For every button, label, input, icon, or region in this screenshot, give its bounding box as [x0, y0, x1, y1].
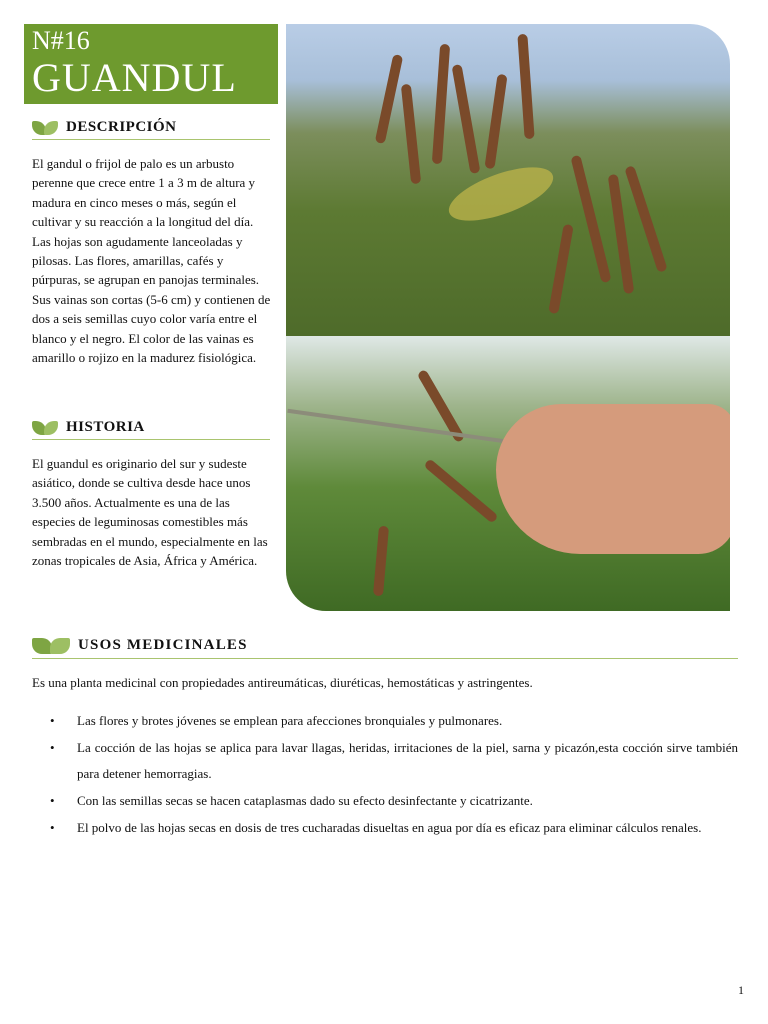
- bullet: •: [50, 740, 55, 755]
- list-item: [32, 735, 738, 787]
- descripcion-heading: [32, 119, 177, 136]
- descripcion-heading-label: DESCRIPCIÓN: [66, 119, 177, 135]
- leaf-icon: [32, 638, 70, 654]
- page-title: GUANDUL: [32, 55, 237, 100]
- uses-list: [32, 708, 738, 842]
- pigeon-pea-plant-photo: [286, 24, 730, 336]
- list-item: [32, 708, 738, 734]
- list-item-text: La cocción de las hojas se aplica para lavar llagas, heridas, irritaciones de la piel, sarna y picazón,esta cocción sirve también para detener hemorragias.: [77, 740, 738, 781]
- hand-image: [496, 404, 730, 554]
- historia-rule: [32, 439, 270, 440]
- usos-heading-label: USOS MEDICINALES: [78, 637, 248, 653]
- leaf-icon: [32, 121, 58, 135]
- list-item-text: Con las semillas secas se hacen cataplasmas dado su efecto desinfectante y cicatrizante.: [77, 793, 533, 808]
- page-number: 1: [738, 983, 744, 997]
- leaf-icon: [32, 421, 58, 435]
- species-number: N#16: [32, 26, 90, 55]
- list-item-text: El polvo de las hojas secas en dosis de tres cucharadas disueltas en agua por día es eficaz para eliminar cálculos renales.: [77, 820, 702, 835]
- list-item: [32, 788, 738, 814]
- title-block: [24, 24, 278, 104]
- historia-text: El guandul es originario del sur y sudeste asiático, donde se cultiva desde hace unos 3.500 años. Actualmente es una de las especies de leguminosas comestibles más sembradas en el mundo, especialmente en las zonas tropicales de Asia, África y América.: [32, 456, 268, 569]
- historia-heading-label: HISTORIA: [66, 419, 145, 435]
- plant-photos: [286, 24, 730, 611]
- list-item-text: Las flores y brotes jóvenes se emplean para afecciones bronquiales y pulmonares.: [77, 713, 503, 728]
- usos-rule: [32, 658, 738, 659]
- descripcion-text: El gandul o frijol de palo es un arbusto perenne que crece entre 1 a 3 m de altura y madura en cinco meses o más, según el cultivar y su reacción a la longitud del día. Las hojas son agudamente lanceoladas y pilosas. Las flores, amarillas, cafés y púrpuras, se agrupan en panojas terminales. Sus vainas son cortas (5-6 cm) y contienen de dos a seis semillas cuyo color varía entre el blanco y el negro. El color de las vainas es amarillo o rojizo en la madurez fisiológica.: [32, 156, 271, 366]
- list-item: [32, 815, 738, 841]
- bullet: •: [50, 793, 55, 808]
- bullet: •: [50, 713, 55, 728]
- historia-heading: [32, 419, 145, 436]
- usos-heading: [32, 637, 248, 654]
- bullet: •: [50, 820, 55, 835]
- usos-intro: Es una planta medicinal con propiedades antireumáticas, diuréticas, hemostáticas y astringentes.: [32, 675, 533, 690]
- descripcion-rule: [32, 139, 270, 140]
